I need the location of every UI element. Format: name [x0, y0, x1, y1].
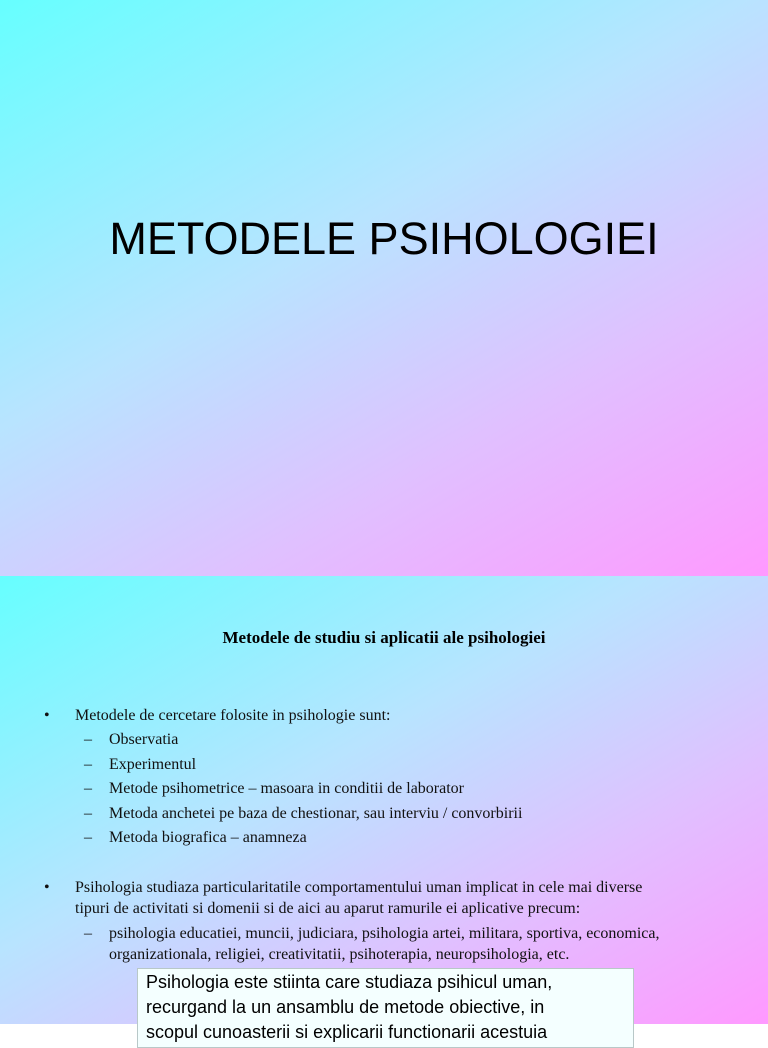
list-item-line: organizationala, religiei, creativitatii, psihoterapia, neuropsihologia, etc. — [109, 946, 570, 963]
callout-line: Psihologia este stiinta care studiaza psihicul uman, — [146, 972, 553, 992]
list-item: Metode psihometrice – masoara in conditii de laborator — [109, 780, 464, 797]
dash-marker: – — [84, 731, 92, 748]
dash-marker: – — [84, 805, 92, 822]
slide-heading: Metodele de studiu si aplicatii ale psihologiei — [222, 628, 546, 647]
definition-callout — [137, 968, 634, 1048]
bullet-text-line: Psihologia studiaza particularitatile comportamentului uman implicat in cele mai diverse — [75, 879, 643, 896]
bullet-marker: • — [44, 879, 50, 896]
list-item: Metoda biografica – anamneza — [109, 829, 307, 846]
list-item: Observatia — [109, 731, 179, 748]
bullet-marker: • — [44, 707, 50, 724]
dash-marker: – — [84, 756, 92, 773]
dash-marker: – — [84, 780, 92, 797]
slide-title-text: METODELE PSIHOLOGIEI — [109, 213, 659, 264]
callout-line: scopul cunoasterii si explicarii functionarii acestuia — [146, 1022, 548, 1042]
list-item: Metoda anchetei pe baza de chestionar, sau interviu / convorbirii — [109, 805, 523, 822]
list-item-line: psihologia educatiei, muncii, judiciara, psihologia artei, militara, sportiva, economica, — [109, 925, 660, 942]
callout-line: recurgand la un ansamblu de metode obiective, in — [146, 997, 545, 1017]
bullet-text: Metodele de cercetare folosite in psihologie sunt: — [75, 707, 391, 724]
list-item: Experimentul — [109, 756, 197, 773]
bullet-text-line: tipuri de activitati si domenii si de aici au aparut ramurile ei aplicative precum: — [75, 900, 581, 917]
dash-marker: – — [84, 829, 92, 846]
dash-marker: – — [84, 925, 92, 942]
slide-methods — [0, 576, 768, 1042]
